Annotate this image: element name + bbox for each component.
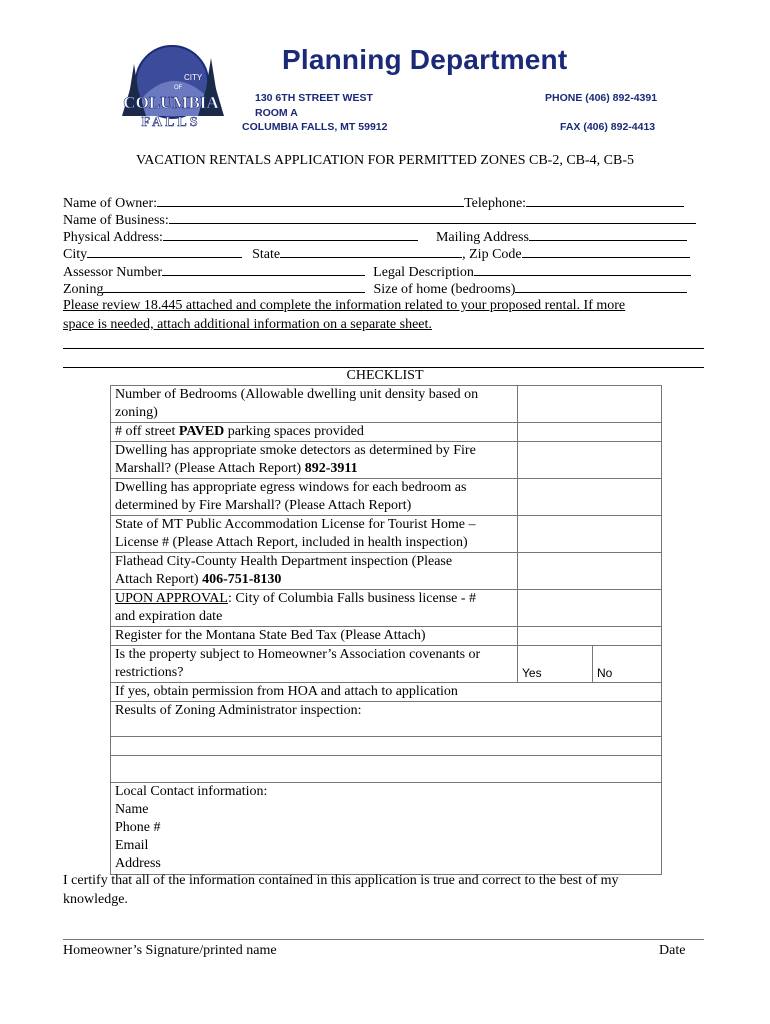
address-line-3: COLUMBIA FALLS, MT 59912 [242, 121, 388, 133]
parking-answer-cell[interactable] [518, 423, 662, 442]
physical-address-field[interactable] [163, 227, 418, 241]
health-inspection-label: Flathead City-County Health Department inspection (Please Attach Report) 406-751-8130 [111, 553, 518, 590]
telephone-label: Telephone: [464, 196, 527, 211]
table-row [111, 646, 662, 683]
home-size-label: Size of home (bedrooms) [373, 282, 516, 297]
department-title: Planning Department [282, 44, 568, 75]
certification-statement: I certify that all of the information contained in this application is true and correct to the best of my knowledge. [63, 873, 619, 907]
table-row [111, 683, 662, 702]
svg-text:FALLS: FALLS [141, 115, 201, 130]
fax-number: FAX (406) 892-4413 [560, 121, 656, 133]
blank-row[interactable] [111, 756, 662, 783]
home-size-field[interactable] [515, 279, 687, 293]
zoning-row [63, 279, 687, 298]
table-row [111, 590, 662, 627]
date-label: Date [659, 943, 686, 958]
assessor-field[interactable] [162, 262, 365, 276]
review-instructions-line-1: Please review 18.445 attached and complete the information related to your proposed rental. If more [63, 298, 626, 313]
bed-tax-label: Register for the Montana State Bed Tax (Please Attach) [111, 627, 518, 646]
contact-email-label: Email [115, 838, 149, 853]
table-row [111, 702, 662, 737]
contact-address-label: Address [115, 856, 161, 871]
business-license-answer-cell[interactable] [518, 590, 662, 627]
bedrooms-label: Number of Bedrooms (Allowable dwelling unit density based on zoning) [111, 386, 518, 423]
local-contact-cell[interactable] [111, 783, 662, 875]
telephone-field[interactable] [526, 193, 684, 207]
table-row [111, 516, 662, 553]
contact-phone-label: Phone # [115, 820, 161, 835]
hoa-yes-option[interactable]: Yes [518, 646, 593, 683]
business-license-label: UPON APPROVAL: City of Columbia Falls business license - # and expiration date [111, 590, 518, 627]
address-line-2: ROOM A [255, 107, 298, 119]
checklist-title: CHECKLIST [346, 368, 424, 383]
checklist-table [110, 385, 662, 875]
zoning-label: Zoning [63, 282, 104, 297]
legal-description-field[interactable] [474, 262, 691, 276]
zip-field[interactable] [522, 244, 690, 258]
table-row [111, 553, 662, 590]
legal-description-label: Legal Description [373, 265, 474, 280]
city-label: City [63, 247, 88, 262]
address-line-1: 130 6TH STREET WEST [255, 92, 373, 104]
bedrooms-answer-cell[interactable] [518, 386, 662, 423]
phone-number: PHONE (406) 892-4391 [545, 92, 658, 104]
zoning-results-cell[interactable] [111, 702, 662, 737]
hoa-no-option[interactable]: No [593, 646, 662, 683]
table-row [111, 737, 662, 756]
table-row [111, 423, 662, 442]
review-instructions-line-2: space is needed, attach additional information on a separate sheet. [63, 317, 432, 332]
signature-line[interactable] [63, 939, 704, 940]
smoke-detectors-label: Dwelling has appropriate smoke detectors as determined by Fire Marshall? (Please Attach Report) 892-3911 [111, 442, 518, 479]
owner-label: Name of Owner: [63, 196, 158, 211]
table-row [111, 479, 662, 516]
table-row [111, 627, 662, 646]
health-inspection-answer-cell[interactable] [518, 553, 662, 590]
blank-line-1[interactable] [63, 348, 704, 349]
zoning-field[interactable] [103, 279, 365, 293]
egress-windows-answer-cell[interactable] [518, 479, 662, 516]
business-label: Name of Business: [63, 213, 169, 228]
owner-field[interactable] [157, 193, 464, 207]
svg-text:CITY: CITY [184, 73, 203, 82]
table-row [111, 783, 662, 875]
svg-text:COLUMBIA: COLUMBIA [123, 93, 219, 112]
contact-name-label: Name [115, 802, 149, 817]
table-row [111, 386, 662, 423]
mailing-address-field[interactable] [529, 227, 687, 241]
accommodation-license-label: State of MT Public Accommodation License for Tourist Home – License # (Please Attach Report, included in health inspection) [111, 516, 518, 553]
state-label: State [252, 247, 281, 262]
physical-address-label: Physical Address: [63, 230, 163, 245]
table-row [111, 442, 662, 479]
zoning-results-extra-cell[interactable] [111, 737, 662, 756]
city-logo [112, 36, 230, 136]
hoa-question-label: Is the property subject to Homeowner’s Association covenants or restrictions? [111, 646, 518, 683]
state-field[interactable] [280, 244, 462, 258]
accommodation-license-answer-cell[interactable] [518, 516, 662, 553]
bed-tax-answer-cell[interactable] [518, 627, 662, 646]
svg-text:OF: OF [174, 85, 183, 91]
letterhead [112, 36, 662, 136]
zip-label: , Zip Code [462, 247, 522, 262]
hoa-permission-label: If yes, obtain permission from HOA and attach to application [111, 683, 662, 702]
mailing-address-label: Mailing Address [435, 230, 529, 245]
signature-label: Homeowner’s Signature/printed name [63, 943, 277, 958]
business-field[interactable] [169, 210, 696, 224]
table-row [111, 756, 662, 783]
city-row [63, 244, 690, 263]
parking-label: # off street PAVED parking spaces provided [111, 423, 518, 442]
local-contact-label: Local Contact information: [115, 784, 268, 799]
smoke-detectors-answer-cell[interactable] [518, 442, 662, 479]
zoning-results-label: Results of Zoning Administrator inspection: [115, 703, 362, 718]
form-title: VACATION RENTALS APPLICATION FOR PERMITTED ZONES CB-2, CB-4, CB-5 [136, 153, 634, 168]
city-field[interactable] [87, 244, 242, 258]
assessor-label: Assessor Number [63, 265, 163, 280]
egress-windows-label: Dwelling has appropriate egress windows for each bedroom as determined by Fire Marshall? (Please Attach Report) [111, 479, 518, 516]
